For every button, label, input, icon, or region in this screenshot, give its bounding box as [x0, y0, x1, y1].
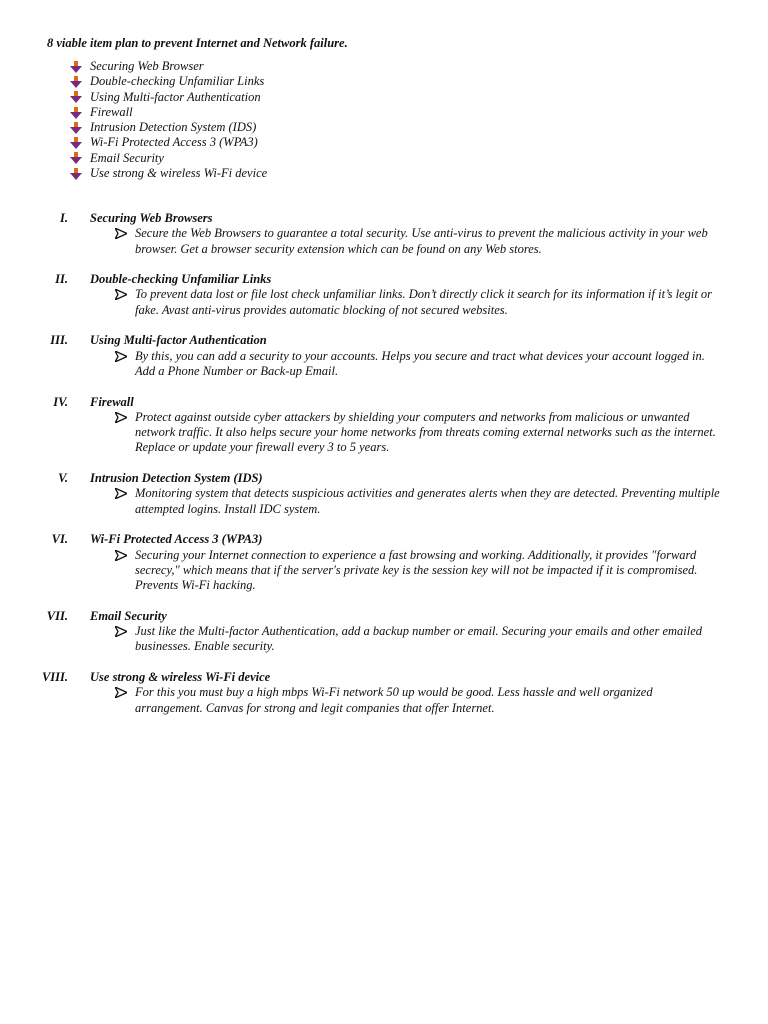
section-numeral: VIII. [41, 669, 68, 684]
section-item [0, 211, 768, 257]
section-body-text: Secure the Web Browsers to guarantee a total security. Use anti-virus to prevent the malicious activity in your web browser. Get a browser security extension which can be found on any Web stores. [135, 226, 708, 256]
section-numeral: V. [58, 471, 68, 486]
summary-item [70, 74, 267, 89]
arrow-down-icon [70, 61, 82, 73]
section-heading [0, 670, 768, 685]
summary-item-label: Double-checking Unfamiliar Links [90, 74, 265, 89]
section-body-text: Monitoring system that detects suspicious activities and generates alerts when they are detected. Preventing multiple attempted logins. Install IDC system. [135, 486, 720, 516]
summary-item [70, 105, 267, 120]
summary-item-label: Intrusion Detection System (IDS) [90, 120, 257, 135]
arrow-down-icon [70, 76, 82, 88]
section-heading [0, 211, 768, 226]
section-body [135, 287, 720, 318]
arrow-down-icon [70, 152, 82, 164]
section-body [135, 548, 720, 594]
chevron-right-icon [115, 351, 127, 362]
section-numeral: VII. [46, 608, 68, 623]
section-title: Wi-Fi Protected Access 3 (WPA3) [90, 532, 263, 547]
section-body-text: To prevent data lost or file lost check unfamiliar links. Don’t directly click it search for its information if it’s legit or fake. Avast anti-virus provides automatic blocking of not secured websites. [135, 287, 713, 317]
section-item [0, 532, 768, 593]
chevron-right-icon [115, 550, 127, 561]
section-body [135, 486, 720, 517]
document-title: 8 viable item plan to prevent Internet and Network failure. [47, 36, 348, 50]
section-heading [0, 609, 768, 624]
section-body-text: For this you must buy a high mbps Wi-Fi network 50 up would be good. Less hassle and well organized arrangement. Canvas for strong and legit companies that offer Internet. [135, 685, 653, 715]
chevron-right-icon [115, 626, 127, 637]
section-title: Using Multi-factor Authentication [90, 333, 267, 348]
section-body-text: Just like the Multi-factor Authentication, add a backup number or email. Securing your emails and other emailed businesses. Enable security. [135, 624, 703, 654]
section-title: Email Security [90, 608, 167, 623]
chevron-right-icon [115, 228, 127, 239]
section-numeral: IV. [53, 394, 68, 409]
summary-item-label: Wi-Fi Protected Access 3 (WPA3) [90, 135, 258, 150]
section-heading [0, 272, 768, 287]
section-body-text: By this, you can add a security to your accounts. Helps you secure and tract what devices your account logged in. Add a Phone Number or Back-up Email. [135, 348, 705, 378]
section-numeral: I. [60, 211, 68, 225]
section-body [135, 624, 720, 655]
section-numeral: VI. [51, 532, 68, 547]
arrow-down-icon [70, 122, 82, 134]
section-numeral: III. [50, 333, 68, 348]
summary-item [70, 166, 267, 181]
section-heading [0, 532, 768, 547]
section-heading [0, 395, 768, 410]
chevron-right-icon [115, 412, 127, 423]
section-body [135, 349, 720, 380]
sections-list [0, 211, 768, 731]
section-heading [0, 471, 768, 486]
arrow-down-icon [70, 91, 82, 103]
section-item [0, 333, 768, 379]
summary-item-label: Email Security [90, 150, 164, 165]
chevron-right-icon [115, 488, 127, 499]
summary-item [70, 151, 267, 166]
summary-item [70, 135, 267, 150]
summary-item-label: Firewall [90, 104, 133, 119]
section-title: Double-checking Unfamiliar Links [90, 272, 272, 287]
section-item [0, 395, 768, 456]
summary-item-label: Securing Web Browser [90, 59, 204, 73]
summary-list [70, 59, 267, 181]
section-heading [0, 333, 768, 348]
arrow-down-icon [70, 137, 82, 149]
chevron-right-icon [115, 687, 127, 698]
section-item [0, 272, 768, 318]
arrow-down-icon [70, 107, 82, 119]
section-body-text: Securing your Internet connection to experience a fast browsing and working. Additionally, it provides "forward secrecy," which means that if the server's private key is the session key will not be impacted if it is compromised. Prevents Wi-Fi hacking. [135, 547, 698, 593]
section-title: Use strong & wireless Wi-Fi device [90, 669, 271, 684]
summary-item [70, 120, 267, 135]
summary-item-label: Using Multi-factor Authentication [90, 89, 261, 104]
section-title: Securing Web Browsers [90, 211, 213, 225]
section-body [135, 226, 720, 257]
section-title: Firewall [90, 394, 134, 409]
section-body [135, 410, 720, 456]
summary-item-label: Use strong & wireless Wi-Fi device [90, 166, 268, 181]
section-item [0, 471, 768, 517]
section-title: Intrusion Detection System (IDS) [90, 471, 263, 486]
section-numeral: II. [55, 272, 68, 287]
section-item [0, 609, 768, 655]
summary-item [70, 90, 267, 105]
summary-item [70, 59, 267, 74]
section-body-text: Protect against outside cyber attackers by shielding your computers and networks from malicious or unwanted network traffic. It also helps secure your home networks from threats coming external networks such as the internet. Replace or update your firewall every 3 to 5 years. [135, 409, 716, 455]
arrow-down-icon [70, 168, 82, 180]
section-item [0, 670, 768, 716]
section-body [135, 685, 720, 716]
chevron-right-icon [115, 289, 127, 300]
